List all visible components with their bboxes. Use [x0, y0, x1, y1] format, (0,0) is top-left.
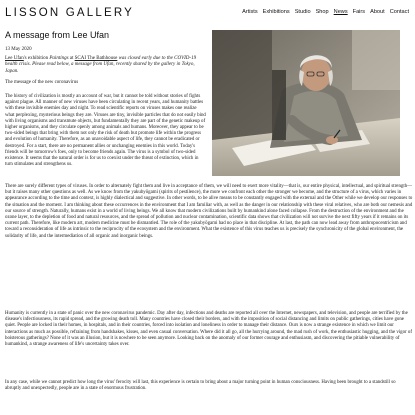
- article-title: A message from Lee Ufan: [5, 30, 110, 40]
- main-nav: [242, 9, 409, 15]
- nav-exhibitions[interactable]: Exhibitions: [262, 9, 290, 15]
- nav-shop[interactable]: Shop: [315, 9, 329, 15]
- nav-contact[interactable]: Contact: [389, 9, 409, 15]
- artist-photo-illustration: [212, 30, 400, 176]
- nav-fairs[interactable]: Fairs: [352, 9, 366, 15]
- exhibition-name: Paintings: [49, 56, 69, 61]
- article-paragraph-2: There are surely different types of viruses. In order to alternately fight them and live in acceptance of them, we will need to exert more vitality—that is, our entire physical, intellectual, and spiritual strength—but it raises many other questions as well. As we know from the yakubyōgami (spirits of pestilence), the more we confront each other the stronger we become, and the structure of a virus, which varies in appearance according to the time and context, is highly dialectical and suggestive. In other words, to be alive means to be constantly engaged with the external and the Other while we develop our responses to the situation and the moment. I am thinking about these occurrences in the environment that I am familiar with, as well as the danger in our relationship with these viral relatives, who are both our nemesis and our source of strength. Naturally, humans exist in a world of living beings. We all know that modern civilizations built by humankind alone faced collapse. From the destruction of the environment and the ozone layer, to the depletion of food and natural resources, and the spread of pollution and nuclear contamination, scientific data shows that civilization will not survive the next fifty years if it remains on its current path. Therefore, like modern art, modern medicine must be dismantled. The role of the yakubyōgami had no place in that discipline. At last, the path can now lead away from anthropocentricism and toward a reconsideration of life as intrinsic to the reciprocity of the ecosystem and the environment. What the existence of this virus teaches us is precisely the synchronicity of the global environment, the solidarity of life, and the intermediation of all organic and inorganic beings.: [5, 184, 413, 239]
- gallery-logo[interactable]: LISSON GALLERY: [5, 7, 135, 19]
- artist-link[interactable]: Lee Ufan: [5, 56, 24, 61]
- intro-text-a: 's exhibition: [23, 56, 50, 61]
- artist-photo: [212, 30, 400, 176]
- article-intro: [5, 56, 206, 75]
- article-date: 13 May 2020: [5, 47, 32, 52]
- article-subheading: The message of the new coronavirus: [5, 80, 79, 85]
- site-header: [0, 0, 415, 34]
- nav-about[interactable]: About: [370, 9, 385, 15]
- nav-artists[interactable]: Artists: [242, 9, 258, 15]
- intro-text-c: was closed early due to the COVID-19 health crisis. Please read below, a message from Ufan, recently shared by the gallery in Tokyo, Japan.: [5, 56, 197, 74]
- venue-link[interactable]: SCAI The Bathhouse: [74, 56, 118, 61]
- intro-text-b: at: [68, 56, 75, 61]
- article-paragraph-3: Humanity is currently in a state of panic over the new coronavirus pandemic. Day after day, infections and deaths are reported all over the Internet, newspapers, and television, and people are terrified by the disease's infectiousness, its rapid spread, and the growing death toll. Many countries have closed their borders, and with the imposition of social distancing and limits on public gatherings, cities have gone quiet. People are locked in their homes, in hospitals, and in their countries, forced into isolation and loneliness in order to manage their distance. Ours is now a strange existence in which we limit our interactions as much as possible, refraining from handshakes, kisses, and even casual conversation. Where did it all go, all the hurrying around, the mad rush of work, the enthusiastic hugging, and the vigor of boisterous gatherings? None of it was an illusion, but it is nowhere to be seen anymore. Looking back on the anomaly of our former courage and enthusiasm, and discovering the pitiable vulnerability of humankind, a strange awareness of life's uncertainty takes over.: [5, 311, 412, 348]
- nav-news[interactable]: News: [333, 9, 348, 15]
- article-paragraph-4: In any case, while we cannot predict how long the virus' ferocity will last, this experience is certain to bring about a major turning point in human consciousness. Having been brought to a standstill so abruptly and unexpectedly, people are in a state of enormous frustration.: [5, 380, 396, 392]
- article-paragraph-1: The history of civilization is mostly an account of war, but it cannot be told without stories of fights against plague. All manner of new viruses have been circulating in recent years, and humanity battles with these invisible enemies day and night. To read scientific reports on viruses makes one realize what perplexing, mysterious beings they are. Viruses are tiny, invisible particles that do not easily bind with living organisms and transmute objects, but fundamentally they are part of the genetic makeup of higher organisms, and they circulate openly among animals and humans. Moreover, they appear to be two-sided beings that bring with them not only the risk of death but promote life within the progress and evolution of humanity. Therefore, as an unavoidable aspect of life, they cannot be eradicated or destroyed. For a start, there are no permanent allies or unchanging enemies in this world. Today's friends will be tomorrow's foes, only to become friends again. The virus is a symbol of two-sided existence. It seems that the natural order is for us to coexist under the threat of extinction, which in turn stimulates and strengthens us.: [5, 94, 206, 168]
- nav-studio[interactable]: Studio: [294, 9, 311, 15]
